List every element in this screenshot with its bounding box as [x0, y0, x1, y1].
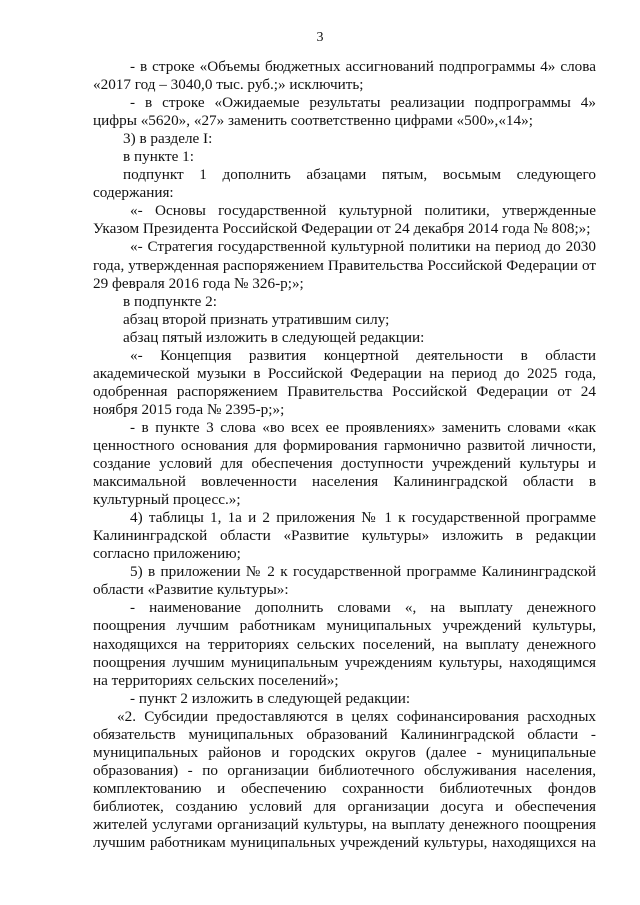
paragraph-appendix-2: 5) в приложении № 2 к государственной программе Калининградской области «Развитие культуры»:: [93, 563, 596, 599]
page-number: 3: [316, 30, 324, 45]
paragraph-point-1: в пункте 1:: [123, 148, 194, 166]
document-body: [93, 58, 596, 852]
paragraph-tables-appendix: 4) таблицы 1, 1а и 2 приложения № 1 к государственной программе Калининградской области «Развитие культуры» изложить в редакции согласно приложению;: [93, 509, 596, 563]
paragraph-abzac-fifth: абзац пятый изложить в следующей редакции:: [123, 328, 425, 346]
paragraph-subpoint-1: подпункт 1 дополнить абзацами пятым, восьмым следующего содержания:: [93, 166, 596, 202]
paragraph-subsidies: «2. Субсидии предоставляются в целях софинансирования расходных обязательств муниципальных образований Калининградской области - муниципальных районов и городских округов (далее - муниципальные образования) - по организации библиотечного обслуживания населения, комплектованию и обеспечению сохранности библиотечных фондов библиотек, созданию условий для организации досуга и обеспечения жителей услугами организаций культуры, на выплату денежного поощрения лучшим работникам муниципальных учреждений культуры, находящихся на: [93, 707, 596, 852]
paragraph-concert-concept: «- Концепция развития концертной деятельности в области академической музыки в Российской Федерации на период до 2025 года, одобренная распоряжением Правительства Российской Федерации от 24 ноября 2015 года № 2395-р;»;: [93, 346, 596, 418]
paragraph-expected-results: - в строке «Ожидаемые результаты реализации подпрограммы 4» цифры «5620», «27» заменить соответственно цифрами «500»,«14»;: [93, 94, 596, 130]
paragraph-abzac-second: абзац второй признать утратившим силу;: [123, 310, 390, 328]
paragraph-subpoint-2: в подпункте 2:: [123, 292, 217, 310]
paragraph-title-amendment: - наименование дополнить словами «, на выплату денежного поощрения лучшим работникам муниципальных учреждений культуры, находящихся на территориях сельских поселений, на выплату денежного поощрения лучшим муниципальным учреждениям культуры, находящимся на территориях сельских поселений»;: [93, 599, 596, 689]
paragraph-cultural-policy: «- Основы государственной культурной политики, утвержденные Указом Президента Российской Федерации от 24 декабря 2014 года № 808;»;: [93, 202, 596, 238]
paragraph-point-2-new-text: - пункт 2 изложить в следующей редакции:: [130, 689, 411, 707]
paragraph-section-1: 3) в разделе I:: [123, 130, 213, 148]
paragraph-budget-volumes: - в строке «Объемы бюджетных ассигнований подпрограммы 4» слова «2017 год – 3040,0 тыс. руб.;» исключить;: [93, 58, 596, 94]
paragraph-point-3: - в пункте 3 слова «во всех ее проявлениях» заменить словами «как ценностного основания для формирования гармонично развитой личности, создание условий для обеспечения доступности учреждений культуры и максимальной вовлеченности населения Калининградской области в культурный процесс.»;: [93, 418, 596, 509]
paragraph-strategy-2030: «- Стратегия государственной культурной политики на период до 2030 года, утвержденная распоряжением Правительства Российской Федерации от 29 февраля 2016 года № 326-р;»;: [93, 238, 596, 292]
